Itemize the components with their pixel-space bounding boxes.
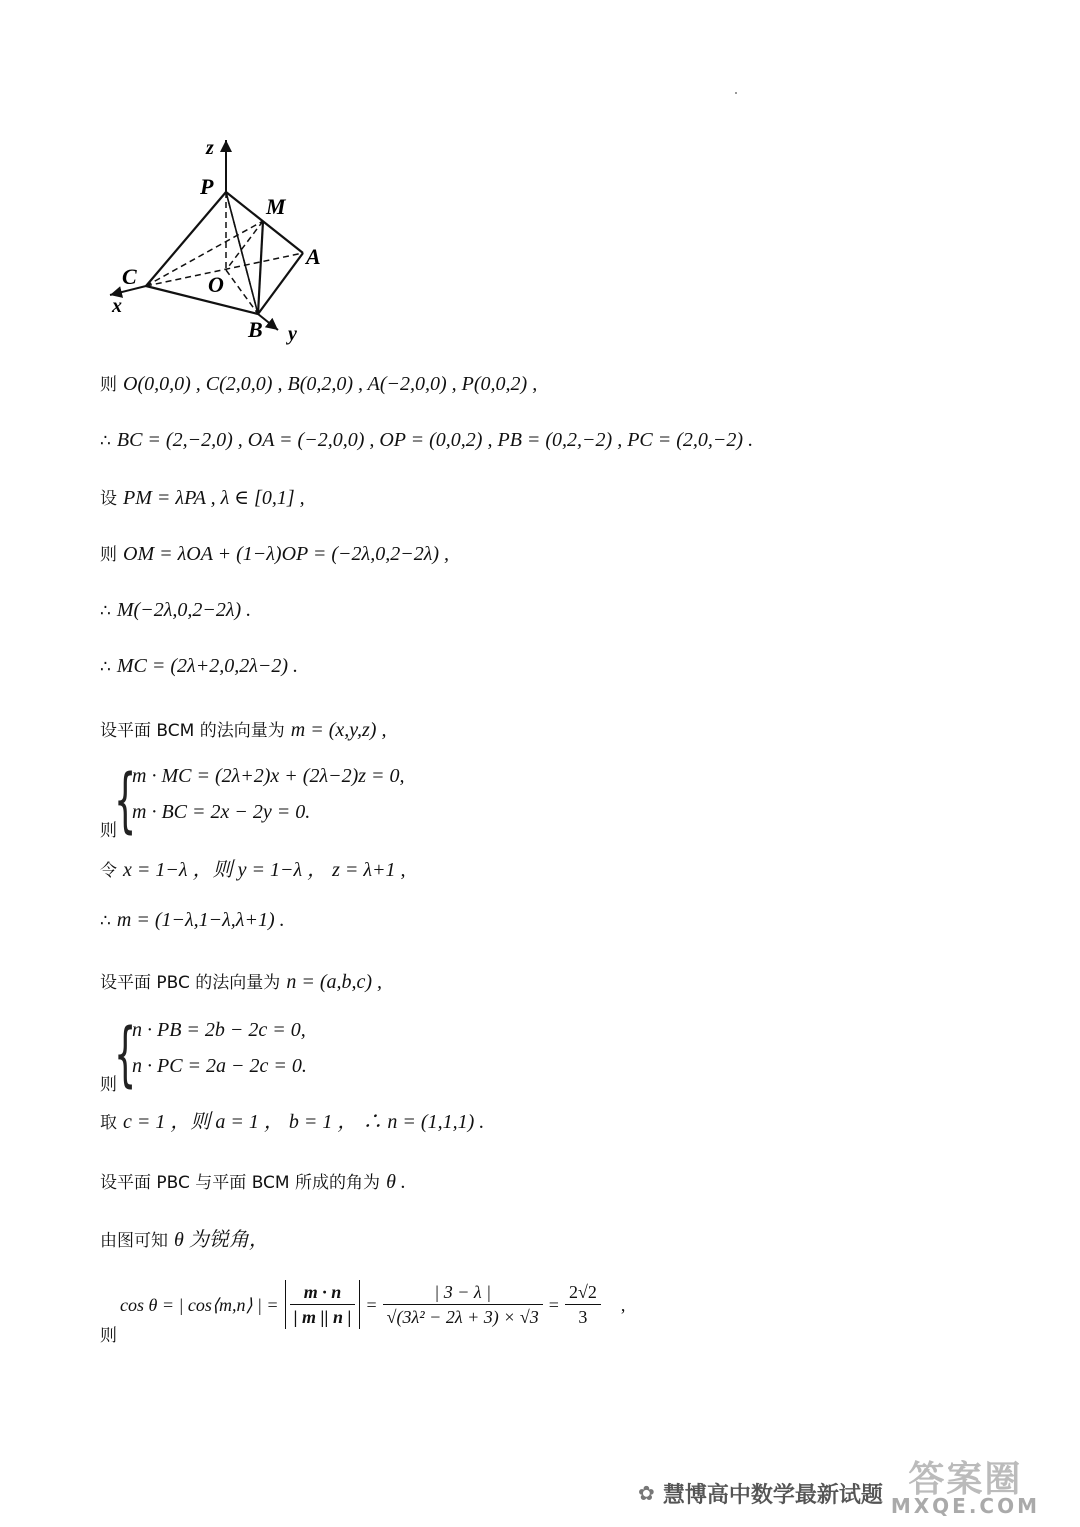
line-prefix: 设平面 PBC 的法向量为	[100, 973, 281, 993]
line-math: θ .	[386, 1171, 406, 1193]
abs-fraction	[285, 1280, 361, 1329]
edge-ba	[258, 253, 303, 314]
system-n	[100, 1012, 500, 1095]
line-math: PM = λPA , λ ∈ [0,1] ,	[123, 487, 305, 509]
watermark	[638, 1459, 1040, 1519]
line-mc	[100, 654, 298, 679]
line-prefix: 设	[100, 489, 117, 509]
equals-sign: =	[548, 1294, 559, 1315]
line-om	[100, 542, 449, 567]
label-x: x	[112, 295, 122, 317]
watermark-logo-text: 答案圈	[908, 1459, 1023, 1500]
system-row: n · PC = 2a − 2c = 0.	[132, 1055, 307, 1077]
line-m-vec	[100, 908, 285, 933]
brace: {	[114, 759, 137, 841]
label-y: y	[288, 323, 297, 345]
label-m: M	[266, 194, 286, 219]
fraction-lambda	[383, 1280, 543, 1329]
line-math: x = 1−λ ，则 y = 1−λ ， z = λ+1 ,	[123, 859, 406, 881]
fraction-numerator: | 3 − λ |	[383, 1280, 543, 1305]
fraction-numerator: 2√2	[565, 1280, 601, 1305]
label-c: C	[122, 264, 137, 289]
line-set-pm	[100, 486, 305, 511]
watermark-logo	[890, 1459, 1040, 1519]
fraction-denominator: 3	[578, 1307, 588, 1327]
system-m	[100, 758, 560, 841]
equals-sign: =	[366, 1294, 377, 1315]
line-math: n = (a,b,c) ,	[286, 971, 383, 993]
fraction-mn	[290, 1280, 356, 1329]
line-math: m = (x,y,z) ,	[290, 719, 387, 741]
line-acute	[100, 1228, 269, 1253]
line-prefix: 令	[100, 861, 117, 881]
edge-mb	[258, 221, 263, 314]
line-prefix: 取	[100, 1113, 117, 1133]
line-prefix: ∴	[100, 911, 111, 931]
line-math: MC = (2λ+2,0,2λ−2) .	[116, 655, 299, 677]
formula-prefix: 则	[100, 1326, 117, 1346]
line-let-x	[100, 858, 406, 883]
watermark-text: 慧博高中数学最新试题	[662, 1482, 883, 1508]
system-prefix: 则	[100, 821, 117, 841]
formula-body	[120, 1280, 625, 1329]
line-plane-pbc	[100, 970, 382, 995]
pyramid-figure	[98, 130, 338, 350]
line-angle	[100, 1170, 406, 1195]
line-math: OM = λOA + (1−λ)OP = (−2λ,0,2−2λ) ,	[123, 543, 450, 565]
edge-pa	[226, 192, 303, 253]
watermark-site: MXQE.COM	[890, 1494, 1040, 1518]
fraction-denominator: | m || n |	[293, 1307, 352, 1327]
line-prefix: 设平面 BCM 的法向量为	[100, 721, 285, 741]
system-row: m · BC = 2x − 2y = 0.	[132, 801, 311, 823]
system-rows	[132, 758, 405, 830]
label-o: O	[208, 272, 224, 297]
line-math: θ 为锐角，	[174, 1229, 269, 1251]
line-math: c = 1 ，则 a = 1 ， b = 1 ， ∴ n = (1,1,1) .	[123, 1111, 485, 1133]
fraction-numerator: m · n	[290, 1280, 356, 1305]
line-prefix: 由图可知	[100, 1231, 168, 1251]
line-prefix: 则	[100, 545, 117, 565]
wechat-icon: ✿	[638, 1481, 655, 1505]
system-rows	[132, 1012, 307, 1084]
line-vectors	[100, 428, 753, 453]
line-prefix: 设平面 PBC 与平面 BCM 所成的角为	[100, 1173, 381, 1193]
line-take-c	[100, 1110, 484, 1135]
line-prefix: ∴	[100, 657, 111, 677]
line-prefix: ∴	[100, 601, 111, 621]
line-plane-bcm	[100, 718, 386, 743]
fraction-denominator: √(3λ² − 2λ + 3) × √3	[386, 1307, 539, 1327]
stray-dot	[735, 92, 737, 94]
system-row: n · PB = 2b − 2c = 0,	[132, 1019, 306, 1041]
system-prefix: 则	[100, 1075, 117, 1095]
fraction-result	[565, 1280, 601, 1329]
line-prefix: 则	[100, 375, 117, 395]
formula-lhs: cos θ = | cos⟨m,n⟩ | =	[120, 1294, 279, 1315]
brace: {	[114, 1013, 137, 1095]
label-a: A	[306, 244, 321, 269]
line-coords	[100, 372, 537, 397]
line-m-point	[100, 598, 251, 623]
label-b: B	[248, 317, 263, 342]
line-math: m = (1−λ,1−λ,λ+1) .	[116, 909, 285, 931]
formula-tail: ,	[620, 1294, 626, 1315]
system-row: m · MC = (2λ+2)x + (2λ−2)z = 0,	[132, 765, 405, 787]
line-math: M(−2λ,0,2−2λ) .	[116, 599, 252, 621]
label-p: P	[200, 174, 214, 199]
label-z: z	[206, 137, 214, 159]
line-prefix: ∴	[100, 431, 111, 451]
line-math: O(0,0,0) , C(2,0,0) , B(0,2,0) , A(−2,0,0) , P(0,0,2) ,	[123, 373, 538, 395]
line-math: BC = (2,−2,0) , OA = (−2,0,0) , OP = (0,0,2) , PB = (0,2,−2) , PC = (2,0,−2) .	[116, 429, 754, 451]
dashed-cm	[146, 221, 263, 286]
